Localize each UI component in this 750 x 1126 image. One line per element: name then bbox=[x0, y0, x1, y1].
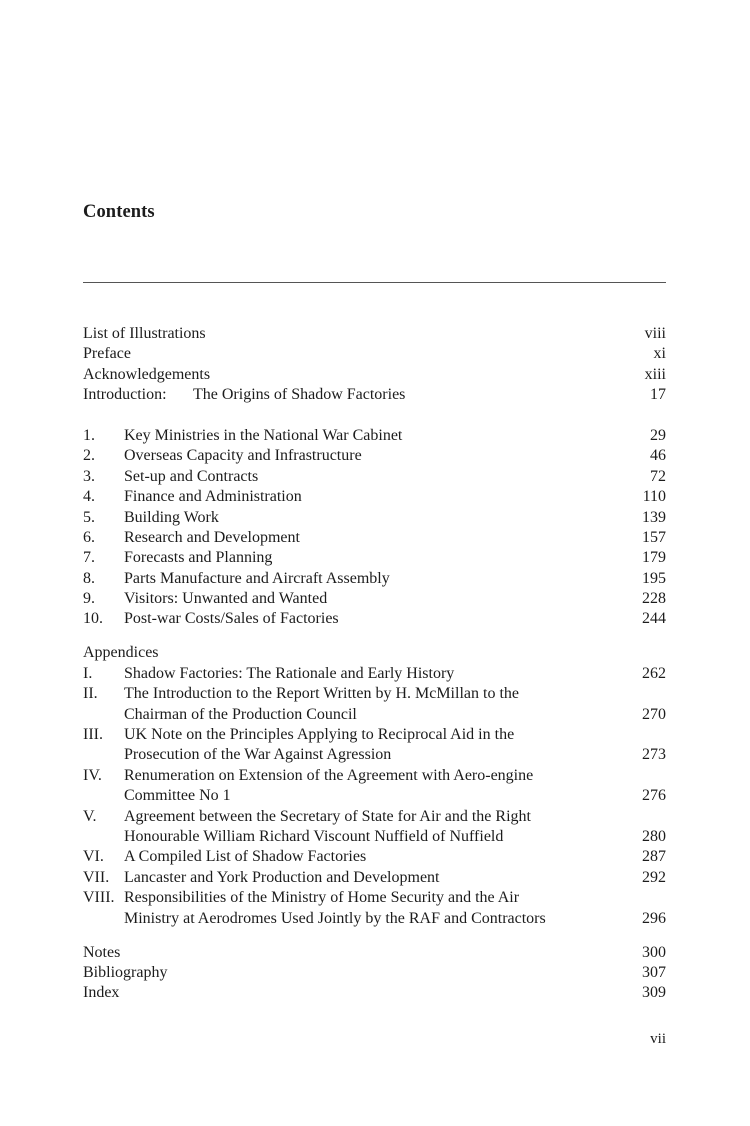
appendix-title: Lancaster and York Production and Development bbox=[124, 868, 440, 886]
appendix-title: Shadow Factories: The Rationale and Early History bbox=[124, 664, 455, 682]
appendix-title: Ministry at Aerodromes Used Jointly by the RAF and Contractors bbox=[124, 909, 546, 927]
chapter-title: Parts Manufacture and Aircraft Assembly bbox=[124, 569, 390, 587]
chapter-entry bbox=[83, 508, 666, 528]
appendix-entry bbox=[83, 684, 666, 704]
appendix-entry bbox=[83, 664, 666, 684]
chapter-number: 8. bbox=[83, 569, 95, 587]
appendix-page: 276 bbox=[642, 787, 666, 805]
chapter-entry bbox=[83, 528, 666, 548]
chapter-number: 9. bbox=[83, 590, 95, 608]
appendix-page: 270 bbox=[642, 705, 666, 723]
entry-title: Preface bbox=[83, 345, 131, 363]
appendix-entry-continued bbox=[83, 827, 666, 847]
chapter-entry bbox=[83, 589, 666, 609]
toc-entry bbox=[83, 963, 666, 983]
appendix-title: Chairman of the Production Council bbox=[124, 705, 357, 723]
chapter-page: 110 bbox=[642, 488, 666, 506]
chapter-title: Overseas Capacity and Infrastructure bbox=[124, 447, 362, 465]
entry-title: The Origins of Shadow Factories bbox=[193, 386, 406, 404]
appendix-page: 292 bbox=[642, 868, 666, 886]
appendix-entry-continued bbox=[83, 705, 666, 725]
entry-title: List of Illustrations bbox=[83, 325, 206, 342]
chapter-entry bbox=[83, 569, 666, 589]
entry-title: Acknowledgements bbox=[83, 365, 211, 383]
appendix-number: VII. bbox=[83, 868, 110, 886]
appendices-heading-text: Appendices bbox=[83, 644, 159, 662]
appendix-title: Prosecution of the War Against Agression bbox=[124, 746, 392, 764]
chapter-entry bbox=[83, 609, 666, 629]
chapter-page: 244 bbox=[642, 610, 666, 628]
appendix-number: II. bbox=[83, 685, 98, 703]
appendix-entry-continued bbox=[83, 786, 666, 806]
chapter-page: 228 bbox=[642, 590, 666, 608]
chapter-page: 139 bbox=[642, 508, 666, 526]
chapter-number: 1. bbox=[83, 426, 95, 444]
chapter-page: 157 bbox=[642, 528, 666, 546]
appendix-page: 273 bbox=[642, 746, 666, 764]
entry-page: 17 bbox=[650, 386, 666, 404]
chapter-entry bbox=[83, 548, 666, 568]
introduction-label: Introduction: bbox=[83, 386, 167, 404]
chapter-number: 3. bbox=[83, 467, 95, 485]
entry-page: viii bbox=[644, 325, 666, 342]
page-number: vii bbox=[650, 1031, 666, 1047]
chapter-page: 179 bbox=[642, 549, 666, 567]
appendix-entry bbox=[83, 725, 666, 745]
chapter-number: 10. bbox=[83, 610, 103, 628]
appendix-number: VIII. bbox=[83, 889, 115, 907]
appendix-entry bbox=[83, 766, 666, 786]
appendix-title: Honourable William Richard Viscount Nuffield of Nuffield bbox=[124, 827, 504, 845]
toc-entry bbox=[83, 983, 666, 1003]
appendix-entry bbox=[83, 807, 666, 827]
appendix-entry bbox=[83, 868, 666, 888]
entry-title: Bibliography bbox=[83, 963, 168, 981]
appendix-number: V. bbox=[83, 807, 97, 825]
chapter-number: 7. bbox=[83, 549, 95, 567]
appendix-page: 262 bbox=[642, 664, 666, 682]
appendix-page: 287 bbox=[642, 848, 666, 866]
appendix-title: Agreement between the Secretary of State for Air and the Right bbox=[124, 807, 531, 825]
chapter-page: 46 bbox=[650, 447, 666, 465]
entry-page: xiii bbox=[644, 365, 666, 383]
entry-title: Index bbox=[83, 984, 120, 1002]
entry-title: Notes bbox=[83, 943, 121, 961]
toc-entry bbox=[83, 324, 666, 344]
chapter-page: 195 bbox=[642, 569, 666, 587]
chapter-title: Post-war Costs/Sales of Factories bbox=[124, 610, 339, 628]
appendix-number: I. bbox=[83, 664, 93, 682]
chapter-number: 2. bbox=[83, 447, 95, 465]
chapter-page: 29 bbox=[650, 426, 666, 444]
chapter-title: Building Work bbox=[124, 508, 219, 526]
appendix-title: A Compiled List of Shadow Factories bbox=[124, 848, 367, 866]
appendix-title: UK Note on the Principles Applying to Reciprocal Aid in the bbox=[124, 726, 515, 744]
appendix-entry-continued bbox=[83, 745, 666, 765]
chapter-entry bbox=[83, 446, 666, 466]
entry-page: 309 bbox=[642, 984, 666, 1002]
appendix-title: Renumeration on Extension of the Agreement with Aero-engine bbox=[124, 766, 534, 784]
appendix-title: Committee No 1 bbox=[124, 787, 231, 805]
appendix-title: The Introduction to the Report Written by H. McMillan to the bbox=[124, 685, 519, 703]
chapter-number: 5. bbox=[83, 508, 95, 526]
entry-page: xi bbox=[653, 345, 666, 363]
appendix-page: 280 bbox=[642, 827, 666, 845]
entry-page: 300 bbox=[642, 943, 666, 961]
appendix-page: 296 bbox=[642, 909, 666, 927]
appendix-number: III. bbox=[83, 726, 103, 744]
chapter-entry bbox=[83, 487, 666, 507]
table-of-contents bbox=[83, 324, 666, 1004]
chapter-entry bbox=[83, 426, 666, 446]
chapter-page: 72 bbox=[650, 467, 666, 485]
chapter-entry bbox=[83, 467, 666, 487]
entry-page: 307 bbox=[642, 963, 666, 981]
chapter-title: Key Ministries in the National War Cabinet bbox=[124, 426, 403, 444]
chapter-number: 6. bbox=[83, 528, 95, 546]
appendix-entry-continued bbox=[83, 909, 666, 929]
chapter-title: Finance and Administration bbox=[124, 488, 302, 506]
page-title: Contents bbox=[83, 202, 155, 222]
appendix-number: IV. bbox=[83, 766, 102, 784]
appendices-heading bbox=[83, 643, 666, 663]
toc-entry bbox=[83, 943, 666, 963]
title-rule bbox=[83, 282, 666, 283]
appendix-number: VI. bbox=[83, 848, 104, 866]
appendix-entry bbox=[83, 888, 666, 908]
toc-entry-introduction bbox=[83, 385, 666, 405]
appendix-title: Responsibilities of the Ministry of Home Security and the Air bbox=[124, 889, 520, 907]
appendix-entry bbox=[83, 847, 666, 867]
toc-entry bbox=[83, 365, 666, 385]
toc-entry bbox=[83, 344, 666, 364]
chapter-number: 4. bbox=[83, 488, 95, 506]
chapter-title: Forecasts and Planning bbox=[124, 549, 273, 567]
chapter-title: Research and Development bbox=[124, 528, 300, 546]
chapter-title: Set-up and Contracts bbox=[124, 467, 259, 485]
chapter-title: Visitors: Unwanted and Wanted bbox=[124, 590, 328, 608]
